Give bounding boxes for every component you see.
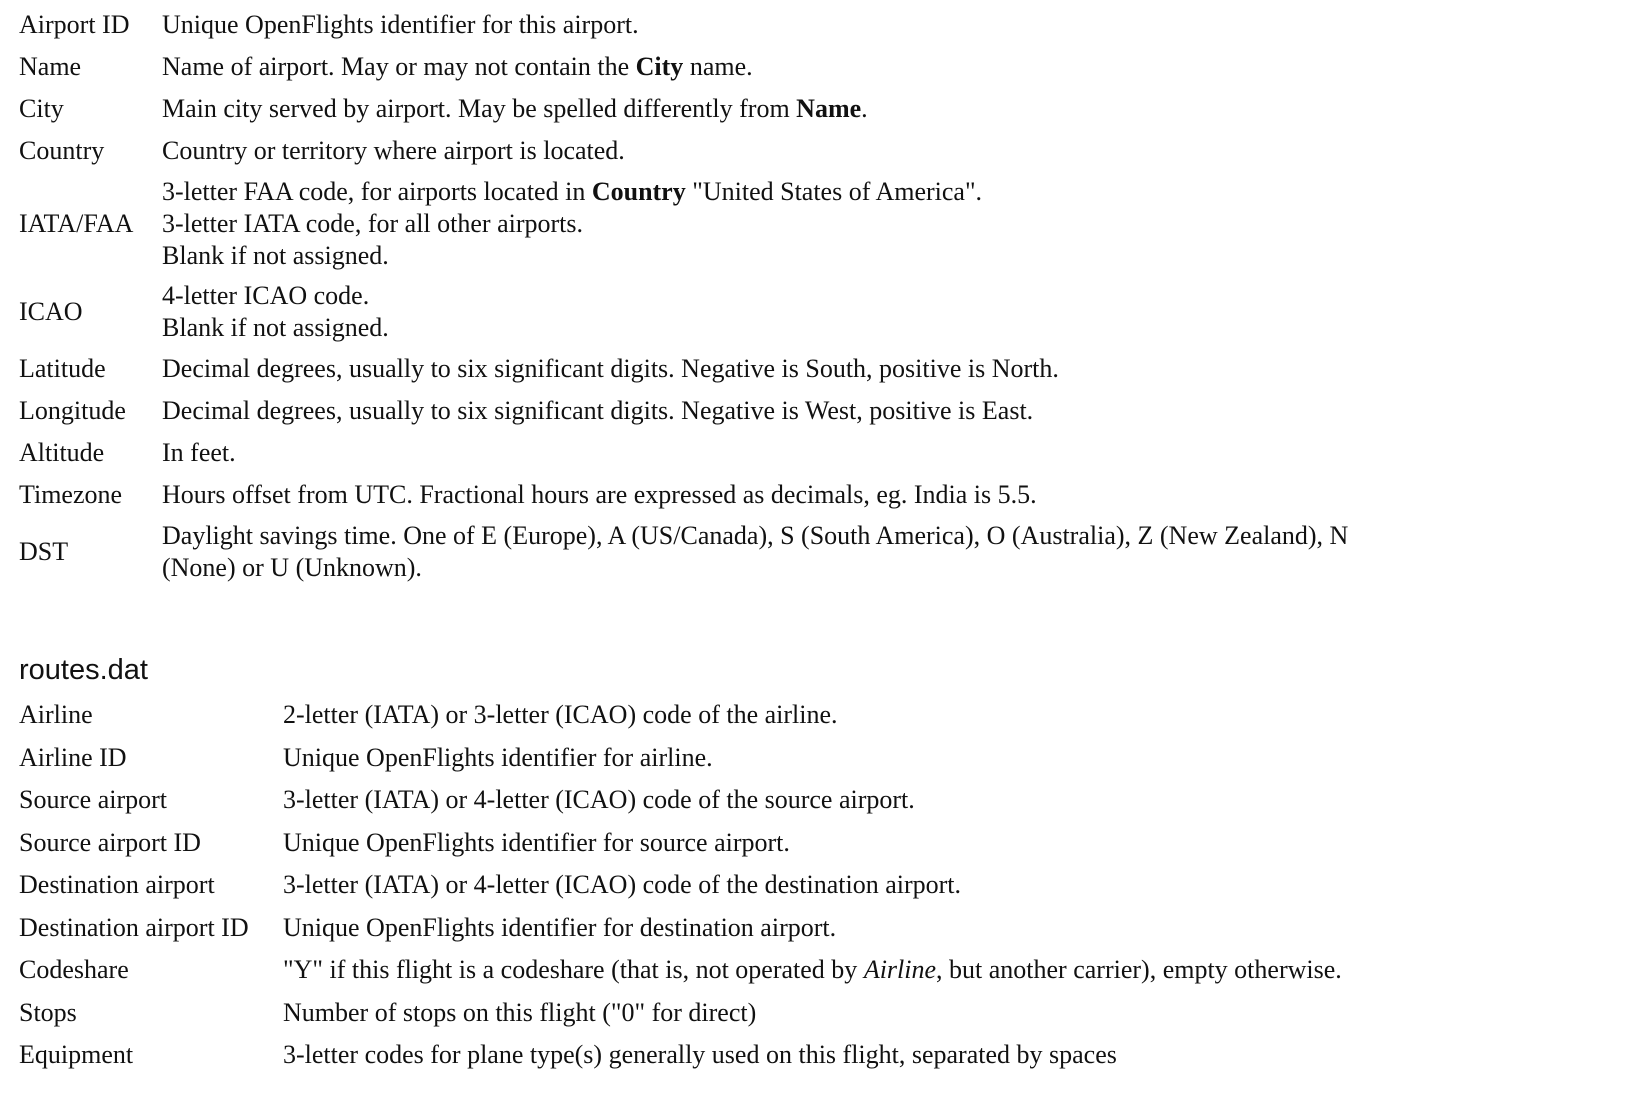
routes-row-airline-id (19, 737, 1613, 780)
description-line: 3-letter (IATA) or 4-letter (ICAO) code of the source airport. (283, 785, 915, 815)
description-line: Country or territory where airport is located. (162, 136, 625, 165)
italic-term: Airline (863, 955, 937, 985)
routes-field-name: Destination airport (19, 870, 215, 900)
description-line: In feet. (162, 438, 236, 467)
routes-table-body (19, 694, 1613, 1077)
airports-field-description (162, 46, 1602, 88)
description-line: 2-letter (IATA) or 3-letter (ICAO) code of the airline. (283, 700, 838, 730)
airports-field-description (162, 390, 1602, 432)
routes-field-name: Equipment (19, 1040, 134, 1070)
description-line: Unique OpenFlights identifier for this airport. (162, 10, 639, 39)
description-line: Daylight savings time. One of E (Europe), A (US/Canada), S (South America), O (Australia), Z (New Zealand), N (162, 521, 1349, 550)
routes-field-name: Source airport ID (19, 827, 201, 857)
description-line: Unique OpenFlights identifier for source airport. (283, 827, 790, 857)
description-line: Hours offset from UTC. Fractional hours are expressed as decimals, eg. India is 5.5. (162, 480, 1037, 509)
routes-field-description (283, 949, 1613, 992)
airports-field-description (162, 516, 1602, 588)
airports-row-altitude (19, 432, 1602, 474)
airports-row-name (19, 46, 1602, 88)
airports-field-name: IATA/FAA (19, 209, 134, 238)
airports-row-icao (19, 276, 1602, 348)
routes-row-source-airport-id (19, 822, 1613, 865)
description-line: Unique OpenFlights identifier for airline. (283, 742, 713, 772)
routes-section-heading: routes.dat (19, 654, 148, 686)
bold-term: City (635, 52, 684, 81)
document-page (19, 4, 1619, 588)
airports-field-table (19, 4, 1602, 588)
description-line: Blank if not assigned. (162, 241, 389, 270)
description-line: Blank if not assigned. (162, 313, 389, 342)
routes-field-name: Airline (19, 700, 93, 730)
routes-field-table (19, 694, 1613, 1077)
routes-field-name: Source airport (19, 785, 168, 815)
routes-field-name: Codeshare (19, 955, 129, 985)
airports-row-city (19, 88, 1602, 130)
airports-field-name: Country (19, 136, 105, 165)
description-line: Main city served by airport. May be spelled differently from Name. (162, 94, 868, 123)
airports-field-name: Timezone (19, 480, 123, 509)
routes-row-source-airport (19, 779, 1613, 822)
airports-field-name: DST (19, 537, 69, 566)
routes-row-stops (19, 992, 1613, 1035)
airports-field-name: Altitude (19, 438, 105, 467)
routes-field-name: Stops (19, 997, 77, 1027)
description-line: "Y" if this flight is a codeshare (that is, not operated by Airline, but another carrier), empty otherwise. (283, 955, 1342, 985)
routes-row-airline (19, 694, 1613, 737)
airports-row-country (19, 130, 1602, 172)
airports-field-name: ICAO (19, 297, 83, 326)
airports-field-name: Latitude (19, 354, 106, 383)
routes-row-codeshare (19, 949, 1613, 992)
routes-row-equipment (19, 1034, 1613, 1077)
routes-row-destination-airport-id (19, 907, 1613, 950)
airports-field-name: Longitude (19, 396, 126, 425)
airports-field-description (162, 474, 1602, 516)
airports-row-airport-id (19, 4, 1602, 46)
airports-row-iata-faa (19, 172, 1602, 276)
description-line: Unique OpenFlights identifier for destination airport. (283, 912, 837, 942)
airports-row-longitude (19, 390, 1602, 432)
routes-field-name: Airline ID (19, 742, 127, 772)
description-line: Decimal degrees, usually to six significant digits. Negative is South, positive is North. (162, 354, 1059, 383)
airports-field-description (162, 432, 1602, 474)
airports-field-name: Airport ID (19, 10, 130, 39)
bold-term: Name (796, 94, 862, 123)
routes-row-destination-airport (19, 864, 1613, 907)
description-line: 3-letter FAA code, for airports located in Country "United States of America". (162, 177, 983, 206)
airports-row-timezone (19, 474, 1602, 516)
airports-field-name: City (19, 94, 64, 123)
routes-field-description (283, 907, 1613, 950)
bold-term: Country (591, 177, 686, 206)
routes-field-description (283, 737, 1613, 780)
airports-field-description (162, 172, 1602, 276)
description-line: Decimal degrees, usually to six significant digits. Negative is West, positive is East. (162, 396, 1034, 425)
description-line: 4-letter ICAO code. (162, 281, 370, 310)
airports-field-name: Name (19, 52, 82, 81)
routes-field-description (283, 822, 1613, 865)
airports-field-description (162, 88, 1602, 130)
airports-field-description (162, 348, 1602, 390)
routes-field-description (283, 694, 1613, 737)
airports-field-description (162, 276, 1602, 348)
description-line: Name of airport. May or may not contain the City name. (162, 52, 753, 81)
description-line: (None) or U (Unknown). (162, 553, 422, 582)
airports-table-body (19, 4, 1602, 588)
description-line: 3-letter IATA code, for all other airports. (162, 209, 583, 238)
routes-field-name: Destination airport ID (19, 912, 249, 942)
airports-row-dst (19, 516, 1602, 588)
description-line: Number of stops on this flight ("0" for direct) (283, 997, 757, 1027)
routes-field-description (283, 864, 1613, 907)
routes-field-description (283, 779, 1613, 822)
airports-row-latitude (19, 348, 1602, 390)
airports-field-description (162, 130, 1602, 172)
description-line: 3-letter codes for plane type(s) generally used on this flight, separated by spaces (283, 1040, 1117, 1070)
description-line: 3-letter (IATA) or 4-letter (ICAO) code of the destination airport. (283, 870, 962, 900)
routes-field-description (283, 1034, 1613, 1077)
airports-field-description (162, 4, 1602, 46)
routes-field-description (283, 992, 1613, 1035)
